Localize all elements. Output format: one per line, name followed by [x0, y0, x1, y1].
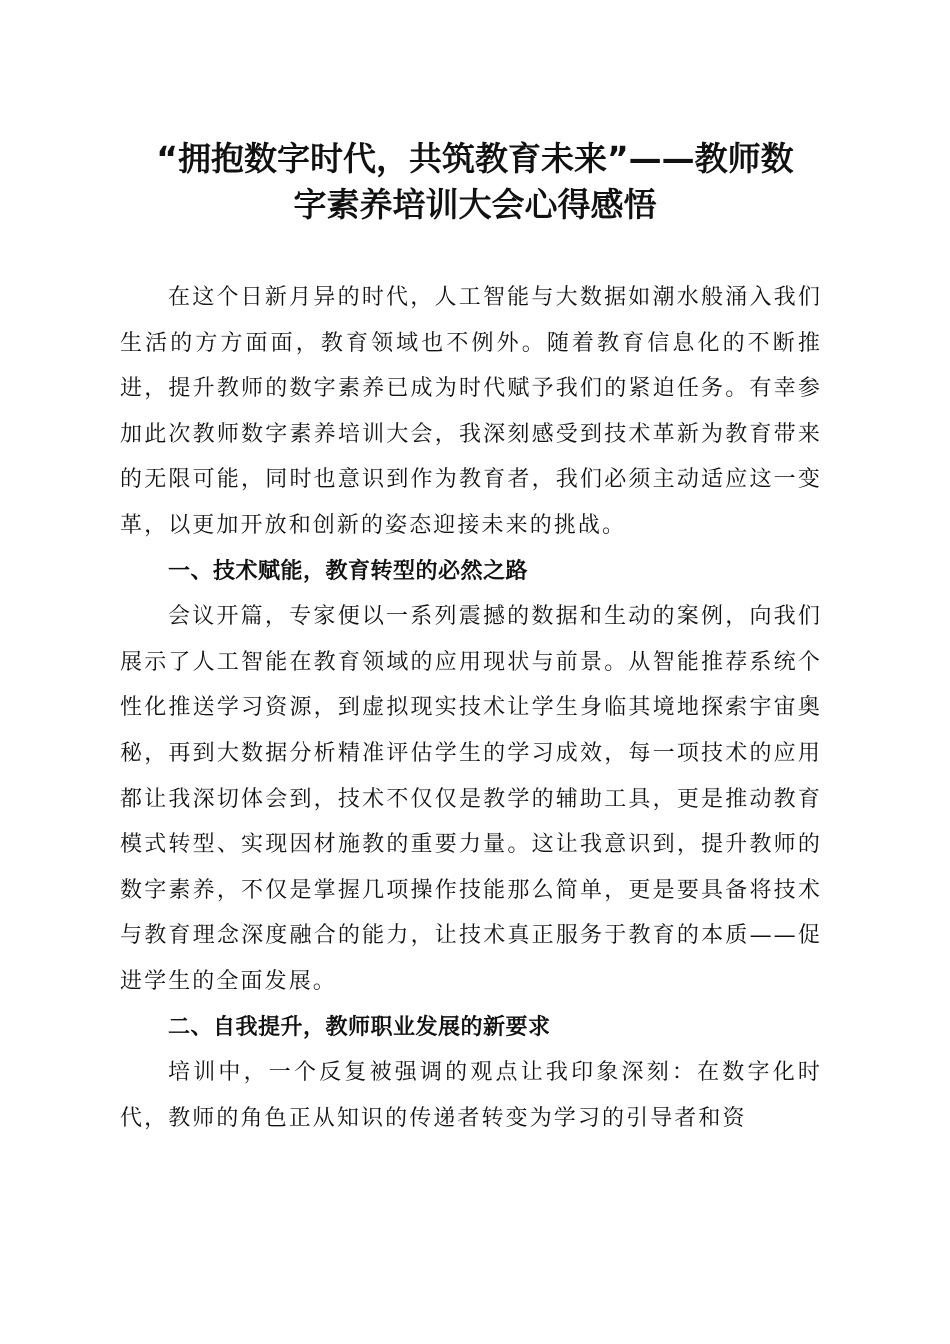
document-body [120, 275, 822, 1141]
title-line-2: 字素养培训大会心得感悟 [293, 185, 657, 224]
section-1-paragraph: 会议开篇，专家便以一系列震撼的数据和生动的案例，向我们展示了人工智能在教育领域的应用现状与前景。从智能推荐系统个性化推送学习资源，到虚拟现实技术让学生身临其境地探索宇宙奥秘，再到大数据分析精准评估学生的学习成效，每一项技术的应用都让我深切体会到，技术不仅仅是教学的辅助工具，更是推动教育模式转型、实现因材施教的重要力量。这让我意识到，提升教师的数字素养，不仅是掌握几项操作技能那么简单，更是要具备将技术与教育理念深度融合的能力，让技术真正服务于教育的本质——促进学生的全面发展。 [120, 604, 822, 994]
document-title [118, 136, 832, 228]
section-1-heading: 一、技术赋能，教育转型的必然之路 [168, 558, 529, 584]
section-2-heading: 二、自我提升，教师职业发展的新要求 [168, 1014, 551, 1040]
section-2-paragraph: 培训中，一个反复被强调的观点让我印象深刻：在数字化时代，教师的角色正从知识的传递者转变为学习的引导者和资 [120, 1060, 822, 1131]
intro-paragraph: 在这个日新月异的时代，人工智能与大数据如潮水般涌入我们生活的方方面面，教育领域也不例外。随着教育信息化的不断推进，提升教师的数字素养已成为时代赋予我们的紧迫任务。有幸参加此次教师数字素养培训大会，我深刻感受到技术革新为教育带来的无限可能，同时也意识到作为教育者，我们必须主动适应这一变革，以更加开放和创新的姿态迎接未来的挑战。 [120, 285, 822, 538]
title-line-1: “拥抱数字时代，共筑教育未来”——教师数 [156, 139, 794, 178]
